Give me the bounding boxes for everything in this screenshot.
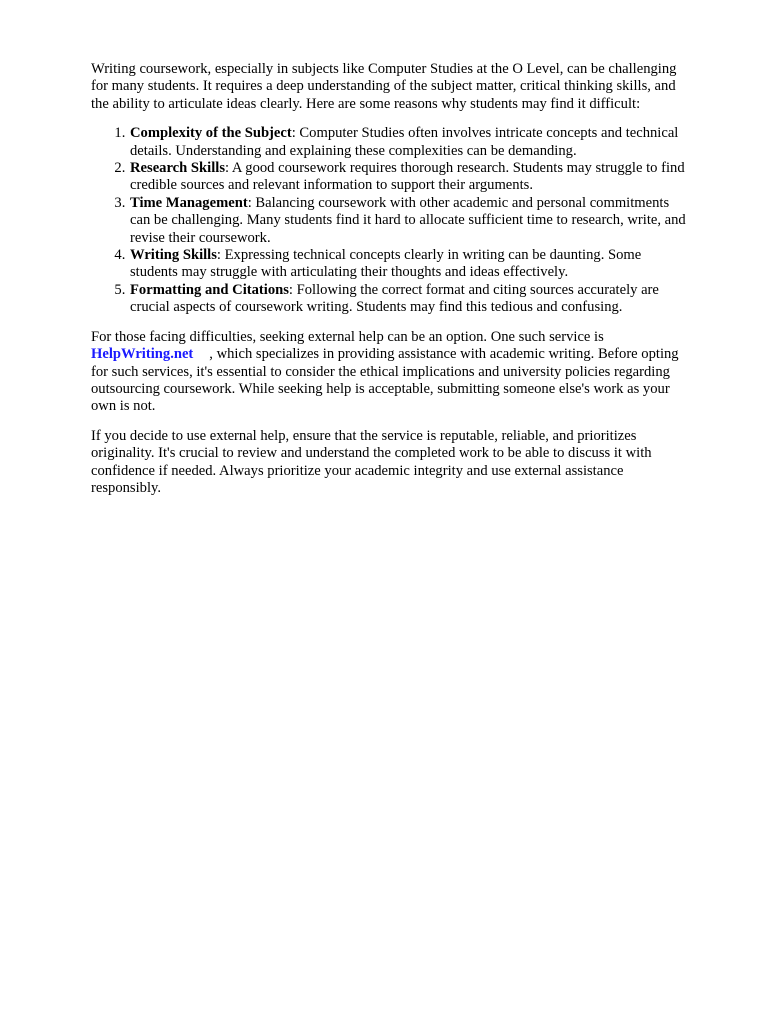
reason-item-writing-skills bbox=[129, 247, 691, 282]
reason-text: : Following the correct format and citing sources accurately are crucial aspects of coursework writing. Students may find this tedious and confusing. bbox=[130, 281, 659, 316]
reason-term: Time Management bbox=[130, 194, 248, 211]
reason-item-research bbox=[129, 160, 691, 195]
helpwriting-link[interactable]: HelpWriting.net bbox=[91, 346, 194, 363]
reason-item-formatting bbox=[129, 282, 691, 317]
help-paragraph bbox=[91, 329, 691, 416]
help-text-before: For those facing difficulties, seeking external help can be an option. One such service is bbox=[91, 328, 604, 345]
reason-text: : Balancing coursework with other academic and personal commitments can be challenging. Many students find it hard to allocate sufficient time to research, write, and revise their coursework. bbox=[130, 194, 686, 246]
reason-text: : Computer Studies often involves intricate concepts and technical details. Understanding and explaining these complexities can be demanding. bbox=[130, 125, 679, 159]
reason-text: : A good coursework requires thorough research. Students may struggle to find credible sources and relevant information to support their arguments. bbox=[130, 160, 685, 194]
document-page bbox=[91, 61, 691, 509]
reason-term: Formatting and Citations bbox=[130, 281, 289, 298]
intro-paragraph: Writing coursework, especially in subjects like Computer Studies at the O Level, can be challenging for many students. It requires a deep understanding of the subject matter, critical thinking skills, and the ability to articulate ideas clearly. Here are some reasons why students may find it difficult: bbox=[91, 61, 677, 112]
reason-item-complexity bbox=[129, 125, 691, 160]
reason-text: : Expressing technical concepts clearly in writing can be daunting. Some students may struggle with articulating their thoughts and ideas effectively. bbox=[130, 247, 642, 281]
reason-term: Writing Skills bbox=[130, 247, 217, 264]
reason-term: Complexity of the Subject bbox=[130, 125, 292, 142]
reasons-list bbox=[91, 125, 691, 316]
closing-paragraph: If you decide to use external help, ensure that the service is reputable, reliable, and prioritizes originality. It's crucial to review and understand the completed work to be able to discuss it with confidence if needed. Always prioritize your academic integrity and use external assistance responsibly. bbox=[91, 427, 652, 496]
reason-item-time-management bbox=[129, 195, 691, 247]
reason-term: Research Skills bbox=[130, 160, 226, 177]
help-text-after: , which specializes in providing assistance with academic writing. Before opting for such services, it's essential to consider the ethical implications and university policies regarding outsourcing coursework. While seeking help is acceptable, submitting someone else's work as your own is not. bbox=[91, 346, 679, 415]
